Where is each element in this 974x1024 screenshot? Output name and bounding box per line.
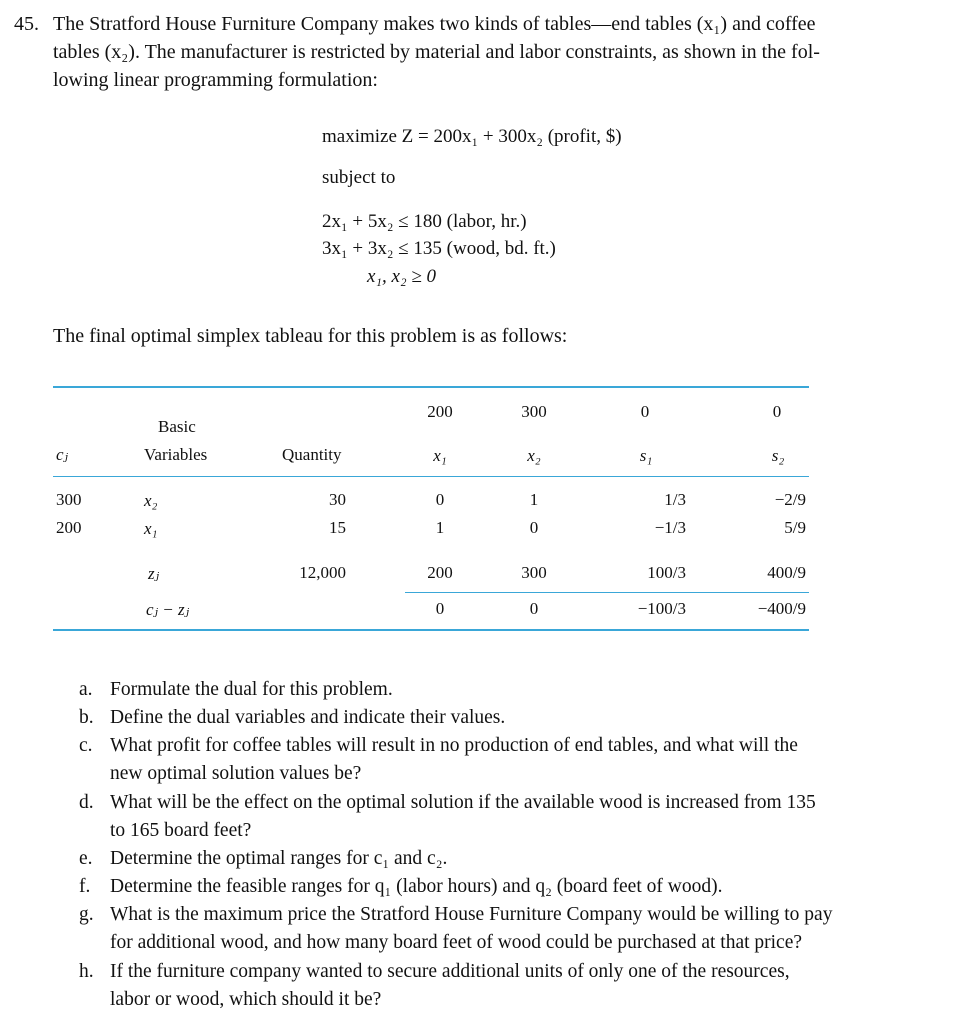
header-cj: cⱼ — [56, 445, 69, 464]
header-rule — [53, 476, 809, 477]
row2-x2: 0 — [529, 518, 539, 537]
question-c-label: c. — [79, 735, 93, 756]
intro-line-1: The Stratford House Furniture Company makes two kinds of tables—end tables (x₁) and coffee — [53, 13, 816, 35]
header-s1: s₁ — [639, 446, 653, 465]
header-x1: x₁ — [433, 446, 447, 465]
header-quantity: Quantity — [282, 445, 342, 464]
question-a-label: a. — [79, 679, 93, 700]
table-bottom-rule — [53, 629, 809, 631]
cjzj-s2: −400/9 — [757, 599, 806, 618]
question-e-label: e. — [79, 848, 93, 869]
zj-s2: 400/9 — [767, 563, 806, 582]
objective-function: maximize Z = 200x₁ + 300x₂ (profit, $) — [322, 126, 622, 147]
zj-rule — [405, 592, 809, 593]
header-basic: Basic — [158, 417, 196, 436]
row1-cb: 300 — [56, 490, 82, 509]
row1-x1: 0 — [435, 490, 445, 509]
intro-line-2: tables (x₂). The manufacturer is restricted by material and labor constraints, as shown in the fol- — [53, 41, 820, 63]
question-g-label: g. — [79, 904, 94, 925]
question-c-line-1: What profit for coffee tables will result in no production of end tables, and what will the — [110, 735, 798, 756]
question-f-line-1: Determine the feasible ranges for q₁ (labor hours) and q₂ (board feet of wood). — [110, 876, 723, 897]
question-f-label: f. — [79, 876, 91, 897]
intro-line-3: lowing linear programming formulation: — [53, 69, 378, 91]
question-d-label: d. — [79, 792, 94, 813]
row2-x1: 1 — [435, 518, 445, 537]
question-g-line-1: What is the maximum price the Stratford House Furniture Company would be willing to pay — [110, 904, 833, 925]
cjzj-x1: 0 — [435, 599, 445, 618]
question-g-line-2: for additional wood, and how many board feet of wood could be purchased at that price? — [110, 932, 803, 953]
question-d-line-2: to 165 board feet? — [110, 820, 252, 841]
row1-qty: 30 — [329, 490, 346, 509]
tableau-intro: The final optimal simplex tableau for this problem is as follows: — [53, 325, 568, 347]
cj-x2: 300 — [521, 402, 547, 421]
row1-basis: x₂ — [144, 491, 158, 510]
cj-s2: 0 — [772, 402, 782, 421]
row1-s1: 1/3 — [664, 490, 686, 509]
question-d-line-1: What will be the effect on the optimal solution if the available wood is increased from 135 — [110, 792, 816, 813]
cjzj-x2: 0 — [529, 599, 539, 618]
zj-x2: 300 — [521, 563, 547, 582]
zj-label: zⱼ — [148, 564, 160, 583]
cjzj-s1: −100/3 — [637, 599, 686, 618]
row1-x2: 1 — [529, 490, 539, 509]
zj-x1: 200 — [427, 563, 453, 582]
zj-s1: 100/3 — [647, 563, 686, 582]
row2-s2: 5/9 — [784, 518, 806, 537]
problem-number: 45. — [14, 13, 39, 35]
row2-s1: −1/3 — [654, 518, 686, 537]
question-b-label: b. — [79, 707, 94, 728]
question-h-line-1: If the furniture company wanted to secure additional units of only one of the resources, — [110, 961, 790, 982]
cj-x1: 200 — [427, 402, 453, 421]
header-x2: x₂ — [527, 446, 541, 465]
question-b-line-1: Define the dual variables and indicate their values. — [110, 707, 506, 728]
wood-constraint: 3x₁ + 3x₂ ≤ 135 (wood, bd. ft.) — [322, 238, 556, 259]
table-top-rule — [53, 386, 809, 388]
row1-s2: −2/9 — [774, 490, 806, 509]
cj-s1: 0 — [640, 402, 650, 421]
header-s2: s₂ — [771, 446, 785, 465]
question-c-line-2: new optimal solution values be? — [110, 763, 362, 784]
row2-basis: x₁ — [144, 519, 158, 538]
row2-qty: 15 — [329, 518, 346, 537]
cjzj-label: cⱼ − zⱼ — [146, 600, 190, 619]
question-e-line-1: Determine the optimal ranges for c₁ and c₂. — [110, 848, 448, 869]
subject-to-label: subject to — [322, 167, 396, 188]
nonnegativity-constraint: x₁, x₂ ≥ 0 — [367, 266, 437, 287]
labor-constraint: 2x₁ + 5x₂ ≤ 180 (labor, hr.) — [322, 211, 527, 232]
row2-cb: 200 — [56, 518, 82, 537]
zj-qty: 12,000 — [299, 563, 346, 582]
question-a-line-1: Formulate the dual for this problem. — [110, 679, 393, 700]
question-h-line-2: labor or wood, which should it be? — [110, 989, 382, 1010]
question-h-label: h. — [79, 961, 94, 982]
header-variables: Variables — [144, 445, 208, 464]
